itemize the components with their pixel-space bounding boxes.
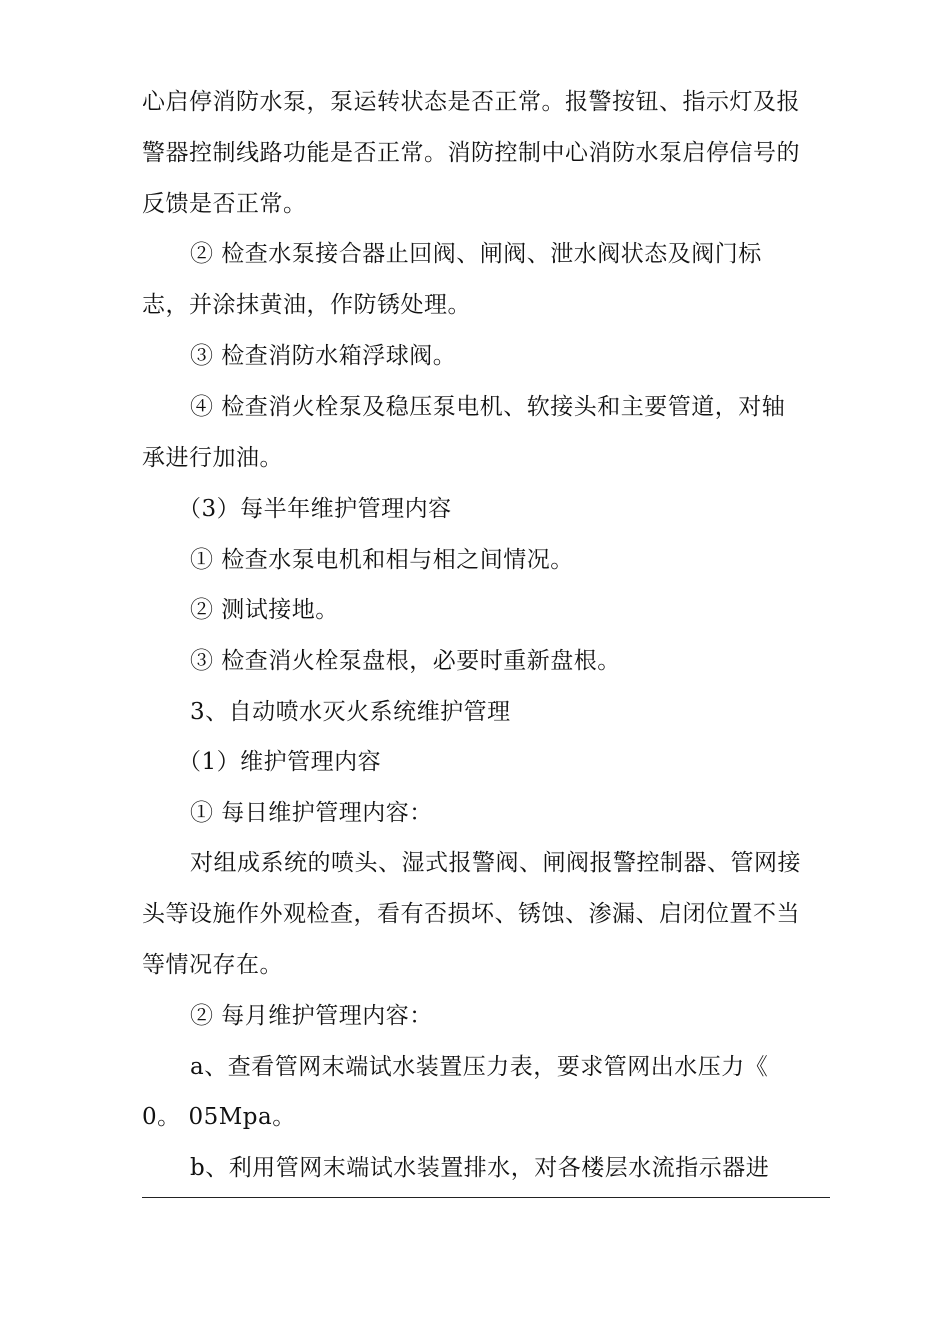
list-item: a、查看管网末端试水装置压力表，要求管网出水压力《 — [190, 1054, 769, 1080]
text-line: 心启停消防水泵，泵运转状态是否正常。报警按钮、指示灯及报 — [142, 89, 800, 115]
text-line: 志，并涂抹黄油，作防锈处理。 — [142, 292, 471, 318]
text-line: 对组成系统的喷头、湿式报警阀、闸阀报警控制器、管网接 — [190, 850, 801, 876]
text-line: 头等设施作外观检查，看有否损坏、锈蚀、渗漏、启闭位置不当 — [142, 901, 800, 927]
text-line: 承进行加油。 — [142, 445, 283, 471]
list-item: ① 检查水泵电机和相与相之间情况。 — [190, 547, 574, 573]
text-line: 等情况存在。 — [142, 952, 283, 978]
list-item: ① 每日维护管理内容： — [190, 800, 433, 826]
text-line: 0。 05Mpa。 — [142, 1104, 296, 1130]
list-item: ③ 检查消火栓泵盘根，必要时重新盘根。 — [190, 648, 621, 674]
section-heading: （3）每半年维护管理内容 — [178, 496, 452, 522]
text-line: 警器控制线路功能是否正常。消防控制中心消防水泵启停信号的 — [142, 140, 800, 166]
text-line: 反馈是否正常。 — [142, 191, 307, 217]
footer-divider — [142, 1197, 830, 1198]
list-item: b、利用管网末端试水装置排水，对各楼层水流指示器进 — [190, 1155, 770, 1181]
section-heading: （1）维护管理内容 — [178, 749, 382, 775]
section-heading: 3、自动喷水灭火系统维护管理 — [190, 699, 511, 725]
list-item: ② 检查水泵接合器止回阀、闸阀、泄水阀状态及阀门标 — [190, 241, 762, 267]
list-item: ② 每月维护管理内容： — [190, 1003, 433, 1029]
list-item: ③ 检查消防水箱浮球阀。 — [190, 343, 457, 369]
list-item: ② 测试接地。 — [190, 597, 339, 623]
list-item: ④ 检查消火栓泵及稳压泵电机、软接头和主要管道，对轴 — [190, 394, 786, 420]
